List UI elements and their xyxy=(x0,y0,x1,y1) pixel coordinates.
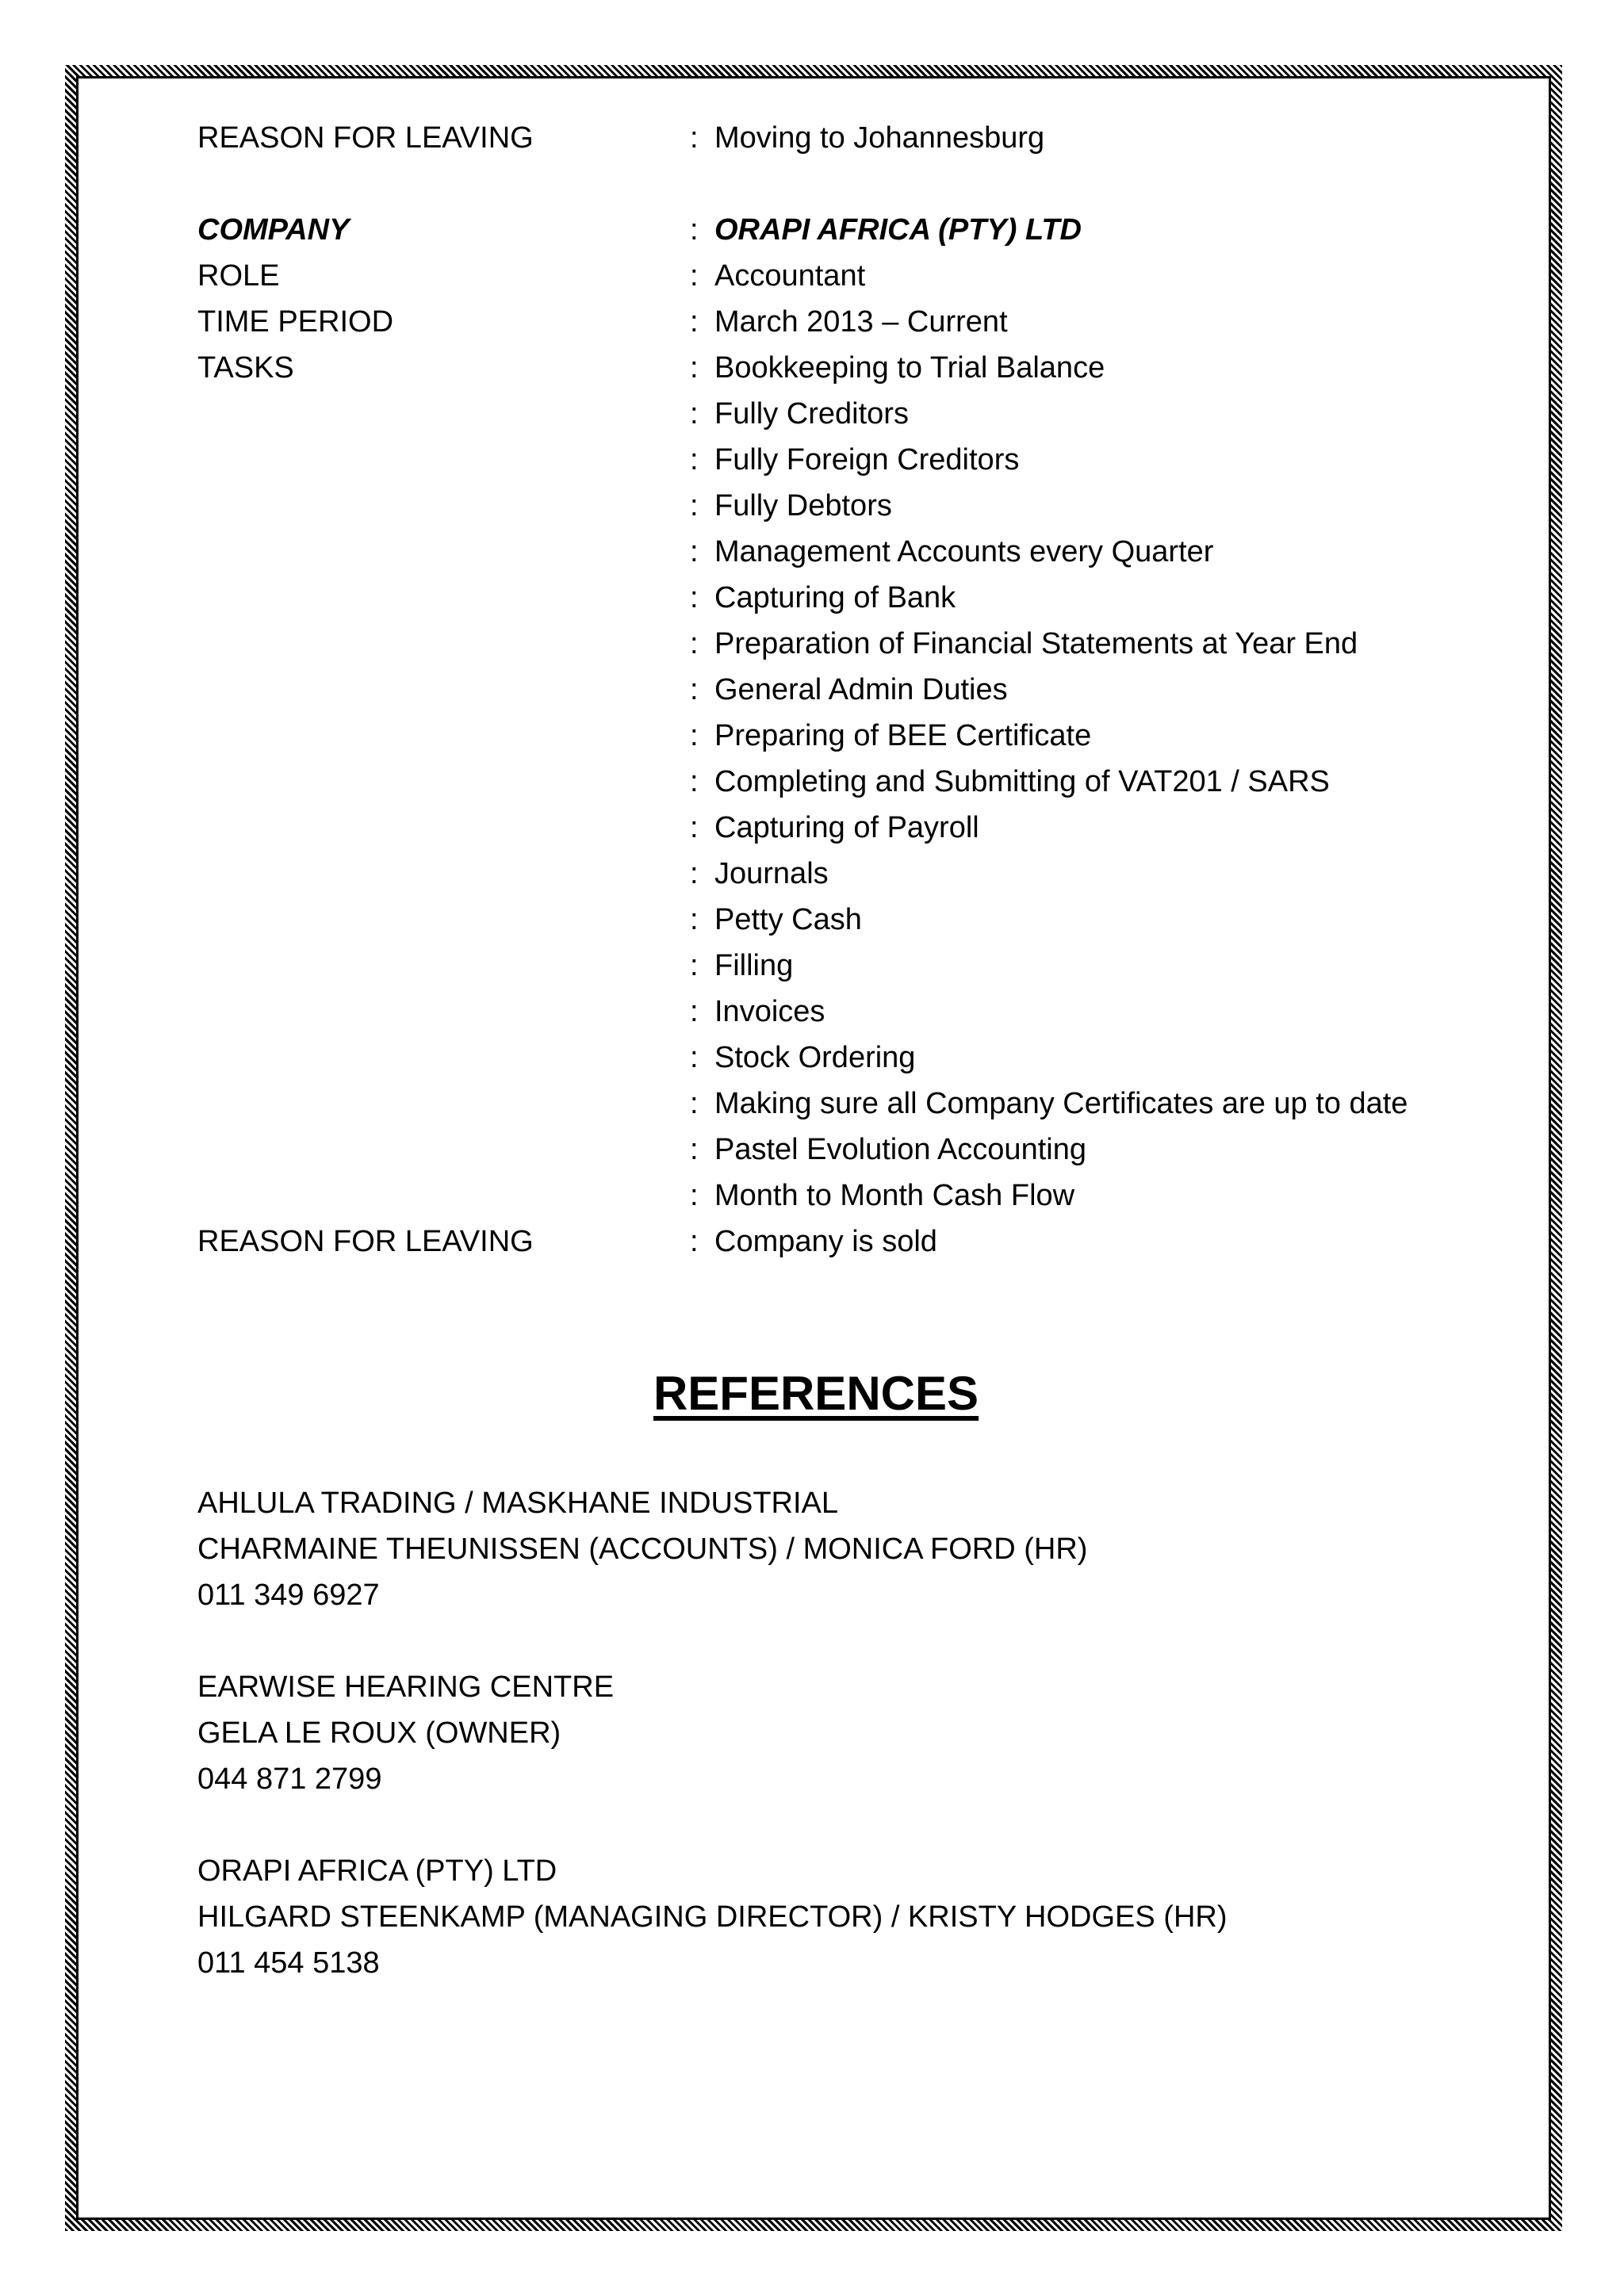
task-colon: : xyxy=(690,535,699,568)
task-colon: : xyxy=(690,627,699,660)
task-item: Preparation of Financial Statements at Year End xyxy=(714,627,1358,660)
tasks-label: TASKS xyxy=(197,351,294,385)
task-item: Capturing of Bank xyxy=(714,581,956,614)
reference-contact: HILGARD STEENKAMP (MANAGING DIRECTOR) / KRISTY HODGES (HR) xyxy=(197,1900,1228,1934)
role-label: ROLE xyxy=(197,259,280,293)
task-item: Management Accounts every Quarter xyxy=(714,535,1214,568)
task-colon: : xyxy=(690,1087,699,1120)
task-row xyxy=(197,851,1498,897)
previous-reason-colon: : xyxy=(690,121,699,155)
time-period-label: TIME PERIOD xyxy=(197,305,394,339)
task-colon: : xyxy=(690,1133,699,1166)
task-colon: : xyxy=(690,397,699,430)
task-item: Filling xyxy=(714,949,794,982)
role-colon: : xyxy=(690,259,699,293)
task-item: Petty Cash xyxy=(714,903,862,936)
task-item: Fully Creditors xyxy=(714,397,909,430)
task-colon: : xyxy=(690,857,699,890)
company-label: COMPANY xyxy=(197,213,350,247)
task-colon: : xyxy=(690,719,699,752)
task-item: Completing and Submitting of VAT201 / SARS xyxy=(714,765,1330,798)
references-heading: REFERENCES xyxy=(653,1367,979,1420)
reference-company: EARWISE HEARING CENTRE xyxy=(197,1670,615,1704)
task-colon: : xyxy=(690,489,699,522)
task-item: Invoices xyxy=(714,995,825,1028)
previous-reason-row xyxy=(197,115,1498,161)
task-row xyxy=(197,345,1498,391)
previous-reason-label: REASON FOR LEAVING xyxy=(197,121,534,155)
company-colon: : xyxy=(690,213,699,247)
time-period-row xyxy=(197,299,1498,345)
task-item: Preparing of BEE Certificate xyxy=(714,719,1092,752)
role-row xyxy=(197,253,1498,299)
task-item: Making sure all Company Certificates are up to date xyxy=(714,1087,1408,1120)
reason-for-leaving-colon: : xyxy=(690,1225,699,1258)
task-item: General Admin Duties xyxy=(714,673,1008,706)
task-item: Bookkeeping to Trial Balance xyxy=(714,351,1105,385)
task-item: Month to Month Cash Flow xyxy=(714,1179,1075,1212)
reference-contact: CHARMAINE THEUNISSEN (ACCOUNTS) / MONICA FORD (HR) xyxy=(197,1533,1088,1566)
task-item: Capturing of Payroll xyxy=(714,811,979,844)
company-row xyxy=(197,207,1498,253)
task-item: Journals xyxy=(714,857,829,890)
task-item: Pastel Evolution Accounting xyxy=(714,1133,1086,1166)
task-row xyxy=(197,805,1498,851)
task-item: Fully Debtors xyxy=(714,489,892,522)
task-row xyxy=(197,483,1498,529)
reason-for-leaving-row xyxy=(197,1219,1498,1265)
task-colon: : xyxy=(690,811,699,844)
role-value: Accountant xyxy=(714,259,866,293)
task-row xyxy=(197,989,1498,1035)
task-row xyxy=(197,1035,1498,1081)
task-colon: : xyxy=(690,581,699,614)
task-colon: : xyxy=(690,443,699,476)
task-colon: : xyxy=(690,673,699,706)
reference-company: AHLULA TRADING / MASKHANE INDUSTRIAL xyxy=(197,1487,839,1520)
task-colon: : xyxy=(690,351,699,385)
task-colon: : xyxy=(690,949,699,982)
previous-reason-value: Moving to Johannesburg xyxy=(714,121,1045,155)
company-value: ORAPI AFRICA (PTY) LTD xyxy=(714,213,1082,247)
task-row xyxy=(197,391,1498,437)
reference-contact: GELA LE ROUX (OWNER) xyxy=(197,1716,561,1750)
task-row xyxy=(197,1127,1498,1173)
task-colon: : xyxy=(690,765,699,798)
task-row xyxy=(197,713,1498,759)
task-row xyxy=(197,1173,1498,1219)
task-row xyxy=(197,437,1498,483)
task-item: Fully Foreign Creditors xyxy=(714,443,1020,476)
task-row xyxy=(197,529,1498,575)
task-colon: : xyxy=(690,1041,699,1074)
reason-for-leaving-label: REASON FOR LEAVING xyxy=(197,1225,534,1258)
task-row xyxy=(197,575,1498,621)
task-colon: : xyxy=(690,995,699,1028)
task-row xyxy=(197,621,1498,667)
task-row xyxy=(197,943,1498,989)
reference-phone: 011 454 5138 xyxy=(197,1946,380,1980)
task-row xyxy=(197,667,1498,713)
reason-for-leaving-value: Company is sold xyxy=(714,1225,937,1258)
reference-phone: 011 349 6927 xyxy=(197,1578,380,1612)
task-row xyxy=(197,759,1498,805)
time-period-value: March 2013 – Current xyxy=(714,305,1008,339)
reference-company: ORAPI AFRICA (PTY) LTD xyxy=(197,1854,557,1888)
task-colon: : xyxy=(690,903,699,936)
task-colon: : xyxy=(690,1179,699,1212)
task-row xyxy=(197,897,1498,943)
task-item: Stock Ordering xyxy=(714,1041,916,1074)
task-row xyxy=(197,1081,1498,1127)
reference-phone: 044 871 2799 xyxy=(197,1762,382,1796)
time-period-colon: : xyxy=(690,305,699,339)
